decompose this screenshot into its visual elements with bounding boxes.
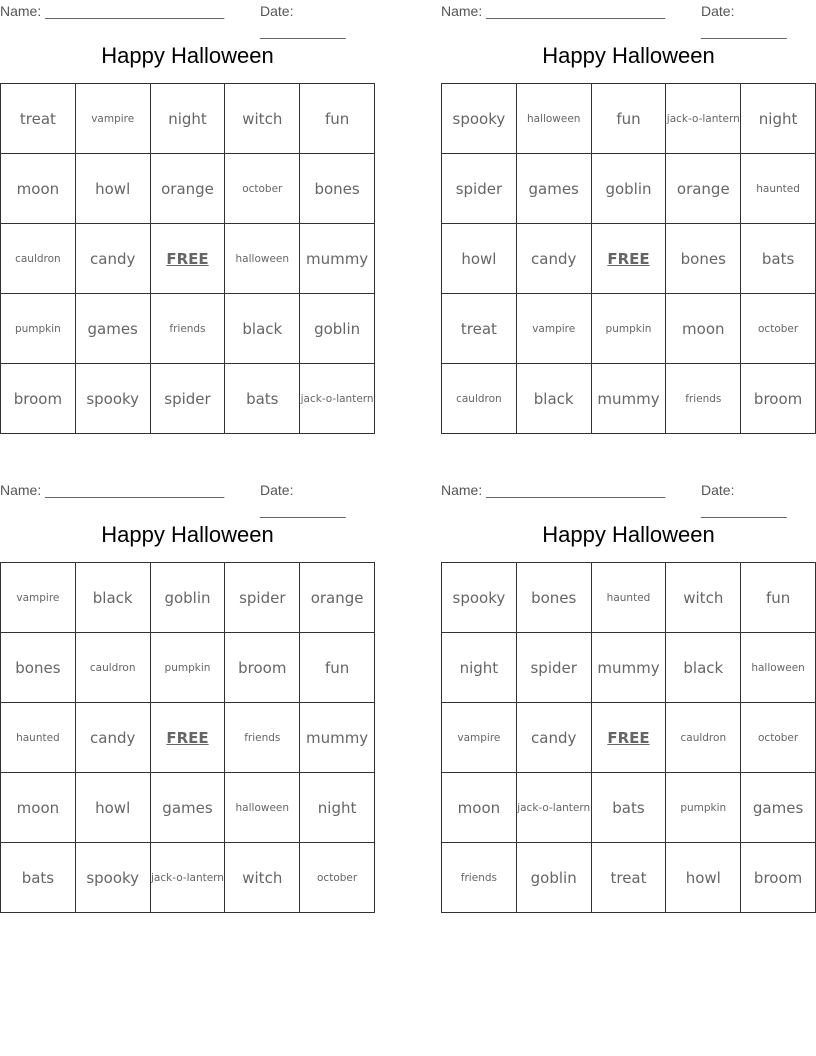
bingo-cell: haunted <box>592 563 667 633</box>
bingo-cell: moon <box>666 294 741 364</box>
bingo-cell: candy <box>76 224 151 294</box>
bingo-cell: treat <box>592 843 667 913</box>
bingo-cell: vampire <box>517 294 592 364</box>
free-space-cell: FREE <box>151 224 226 294</box>
bingo-cell: bones <box>517 563 592 633</box>
bingo-cell: howl <box>666 843 741 913</box>
card-title: Happy Halloween <box>101 522 274 547</box>
bingo-cell: cauldron <box>76 633 151 703</box>
name-field-label: Name: _______________________ <box>441 482 666 498</box>
bingo-cell: night <box>300 773 375 843</box>
bingo-grid <box>441 83 816 434</box>
bingo-cell: witch <box>225 843 300 913</box>
card-header <box>0 0 375 39</box>
date-field-label: Date: ___________ <box>701 3 787 39</box>
bingo-cell: bats <box>1 843 76 913</box>
bingo-cell: treat <box>442 294 517 364</box>
bingo-cell: night <box>151 84 226 154</box>
bingo-cell: jack-o-lantern <box>517 773 592 843</box>
bingo-cell: jack-o-lantern <box>300 364 375 434</box>
bingo-cell: candy <box>76 703 151 773</box>
card-header <box>0 479 375 518</box>
bingo-cell: pumpkin <box>592 294 667 364</box>
bingo-cell: friends <box>442 843 517 913</box>
bingo-cell: spider <box>151 364 226 434</box>
bingo-cell: fun <box>300 84 375 154</box>
bingo-cell: howl <box>76 154 151 224</box>
name-field-label: Name: _______________________ <box>441 3 666 19</box>
bingo-cell: broom <box>741 843 816 913</box>
bingo-cell: night <box>442 633 517 703</box>
bingo-cell: fun <box>300 633 375 703</box>
bingo-cell: bats <box>592 773 667 843</box>
bingo-cell: night <box>741 84 816 154</box>
bingo-cell: vampire <box>76 84 151 154</box>
bingo-cell: friends <box>151 294 226 364</box>
bingo-cell: pumpkin <box>1 294 76 364</box>
bingo-cell: witch <box>666 563 741 633</box>
bingo-cell: orange <box>666 154 741 224</box>
bingo-grid <box>441 562 816 913</box>
bingo-card <box>441 479 816 913</box>
bingo-cell: october <box>741 703 816 773</box>
bingo-card <box>0 479 375 913</box>
bingo-cell: bones <box>300 154 375 224</box>
bingo-cell: bats <box>225 364 300 434</box>
bingo-cell: halloween <box>741 633 816 703</box>
bingo-cell: halloween <box>225 773 300 843</box>
bingo-cell: jack-o-lantern <box>666 84 741 154</box>
bingo-cell: goblin <box>592 154 667 224</box>
bingo-cell: games <box>517 154 592 224</box>
bingo-cell: october <box>225 154 300 224</box>
bingo-cell: howl <box>442 224 517 294</box>
bingo-cell: witch <box>225 84 300 154</box>
bingo-card <box>441 0 816 434</box>
bingo-cell: haunted <box>1 703 76 773</box>
bingo-cell: cauldron <box>442 364 517 434</box>
bingo-cell: mummy <box>300 224 375 294</box>
bingo-cell: spooky <box>442 563 517 633</box>
bingo-cell: black <box>225 294 300 364</box>
bingo-cell: halloween <box>517 84 592 154</box>
date-field-label: Date: ___________ <box>260 482 346 518</box>
bingo-cell: halloween <box>225 224 300 294</box>
bingo-cell: pumpkin <box>666 773 741 843</box>
bingo-card <box>0 0 375 434</box>
bingo-grid <box>0 83 375 434</box>
bingo-cell: pumpkin <box>151 633 226 703</box>
bingo-cell: orange <box>151 154 226 224</box>
bingo-cell: goblin <box>300 294 375 364</box>
bingo-cell: mummy <box>300 703 375 773</box>
bingo-cell: games <box>151 773 226 843</box>
bingo-cell: black <box>76 563 151 633</box>
bingo-cell: haunted <box>741 154 816 224</box>
bingo-cell: fun <box>741 563 816 633</box>
bingo-cell: moon <box>442 773 517 843</box>
bingo-cell: vampire <box>442 703 517 773</box>
bingo-cell: broom <box>1 364 76 434</box>
card-title: Happy Halloween <box>542 43 715 68</box>
bingo-cell: black <box>517 364 592 434</box>
bingo-cell: friends <box>225 703 300 773</box>
bingo-cell: spooky <box>442 84 517 154</box>
bingo-cell: black <box>666 633 741 703</box>
card-header <box>441 479 816 518</box>
bingo-cell: orange <box>300 563 375 633</box>
bingo-cell: bones <box>666 224 741 294</box>
bingo-cell: broom <box>225 633 300 703</box>
bingo-cell: goblin <box>151 563 226 633</box>
bingo-cell: spooky <box>76 843 151 913</box>
bingo-cell: october <box>741 294 816 364</box>
bingo-cell: bones <box>1 633 76 703</box>
bingo-cell: moon <box>1 154 76 224</box>
bingo-cell: mummy <box>592 633 667 703</box>
free-space-cell: FREE <box>592 224 667 294</box>
bingo-grid <box>0 562 375 913</box>
name-field-label: Name: _______________________ <box>0 3 225 19</box>
bingo-cell: moon <box>1 773 76 843</box>
bingo-cell: candy <box>517 224 592 294</box>
free-space-cell: FREE <box>592 703 667 773</box>
bingo-cell: october <box>300 843 375 913</box>
date-field-label: Date: ___________ <box>701 482 787 518</box>
bingo-cell: games <box>741 773 816 843</box>
bingo-cell: spooky <box>76 364 151 434</box>
bingo-cell: goblin <box>517 843 592 913</box>
bingo-cell: bats <box>741 224 816 294</box>
bingo-cell: jack-o-lantern <box>151 843 226 913</box>
bingo-cell: treat <box>1 84 76 154</box>
card-title: Happy Halloween <box>542 522 715 547</box>
bingo-cell: mummy <box>592 364 667 434</box>
bingo-cell: games <box>76 294 151 364</box>
bingo-cell: fun <box>592 84 667 154</box>
date-field-label: Date: ___________ <box>260 3 346 39</box>
bingo-cell: spider <box>517 633 592 703</box>
bingo-cell: friends <box>666 364 741 434</box>
card-header <box>441 0 816 39</box>
card-title: Happy Halloween <box>101 43 274 68</box>
bingo-cell: candy <box>517 703 592 773</box>
bingo-cell: vampire <box>1 563 76 633</box>
bingo-cell: broom <box>741 364 816 434</box>
bingo-cell: spider <box>442 154 517 224</box>
bingo-cell: spider <box>225 563 300 633</box>
bingo-cell: cauldron <box>1 224 76 294</box>
bingo-cell: cauldron <box>666 703 741 773</box>
bingo-cell: howl <box>76 773 151 843</box>
name-field-label: Name: _______________________ <box>0 482 225 498</box>
free-space-cell: FREE <box>151 703 226 773</box>
